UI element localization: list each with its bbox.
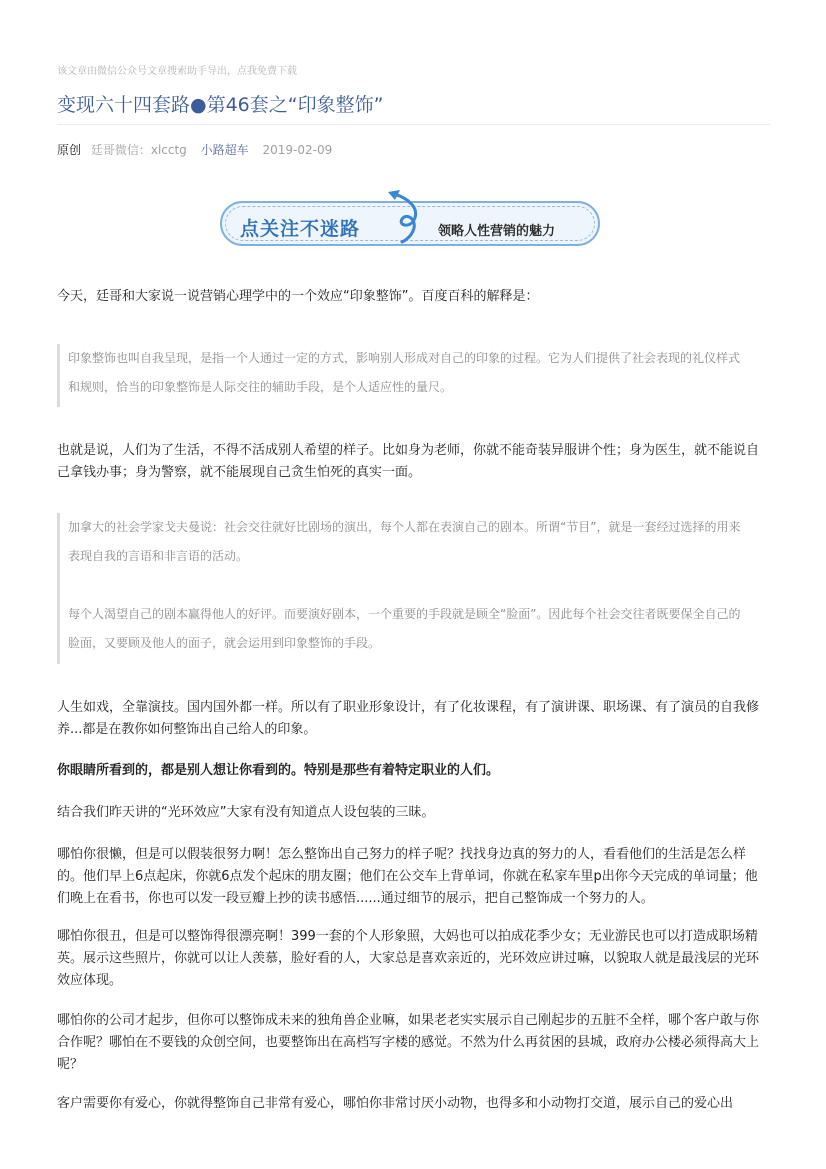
quote-line: 脸面，又要顾及他人的面子，就会运用到印象整饰的手段。	[68, 636, 381, 650]
title-divider	[57, 124, 770, 125]
paragraph-ugly: 哪怕你很丑，但是可以整饰得很漂亮啊！399一套的个人形象照，大妈也可以拍成花季少女；无业游民也可以打造成职场精英。展示这些照片，你就可以让人羡慕，脸好看的人，大家总是喜欢亲近的，光环效应讲过嘛，以貌取人就是最浅层的光环效应体现。	[57, 929, 760, 988]
paragraph-halo-effect: 结合我们昨天讲的“光环效应”大家有没有知道点人设包装的三昧。	[57, 805, 435, 820]
account-link[interactable]: 小路超车	[200, 143, 249, 157]
blockquote-goffman	[57, 513, 768, 664]
paragraph-lazy: 哪怕你很懒，但是可以假装很努力啊！怎么整饰出自己努力的样子呢？找找身边真的努力的人，看看他们的生活是怎么样的。他们早上6点起床，你就6点发个起床的朋友圈；他们在公交车上背单词，你就在私家车里p出你今天完成的单词量；他们晚上在看书，你也可以发一段豆瓣上抄的读书感悟......通过细节的展示，把自己整饰成一个努力的人。	[57, 847, 758, 906]
quote-line: 表现自我的言语和非言语的活动。	[68, 549, 249, 563]
quote-line: 加拿大的社会学家戈夫曼说：社会交往就好比剧场的演出，每个人都在表演自己的剧本。所谓“节目”，就是一套经过选择的用来	[68, 520, 741, 534]
swirl-arrow-icon	[380, 186, 430, 246]
blockquote-definition	[57, 344, 768, 407]
quote-line: 印象整饰也叫自我呈现，是指一个人通过一定的方式，影响别人形成对自己的印象的过程。它为人们提供了社会表现的礼仪样式	[68, 351, 741, 365]
banner-tagline: 领略人性营销的魅力	[438, 224, 556, 239]
quote-line: 每个人渴望自己的剧本赢得他人的好评。而要演好剧本，一个重要的手段就是顾全“脸面”。因此每个社会交往者既要保全自己的	[68, 607, 741, 621]
follow-banner	[220, 186, 605, 254]
paragraph-intro: 今天，廷哥和大家说一说营销心理学中的一个效应“印象整饰”。百度百科的解释是：	[57, 289, 539, 304]
article-title: 变现六十四套路●第46套之“印象整饰”	[57, 94, 384, 116]
quote-line: 和规则，恰当的印象整饰是人际交往的辅助手段，是个人适应性的量尺。	[68, 380, 453, 394]
export-notice-link[interactable]: 该文章由微信公众号文章搜索助手导出，点我免费下载	[57, 66, 297, 77]
paragraph-love: 客户需要你有爱心，你就得整饰自己非常有爱心，哪怕你非常讨厌小动物，也得多和小动物打交道，展示自己的爱心出	[57, 1096, 734, 1111]
paragraph-highlight: 你眼睛所看到的，都是别人想让你看到的。特别是那些有着特定职业的人们。	[57, 763, 500, 778]
author-name: 廷哥微信：xlcctg	[90, 143, 187, 157]
publish-date: 2019-02-09	[262, 143, 333, 157]
paragraph-explanation: 也就是说，人们为了生活，不得不活成别人希望的样子。比如身为老师，你就不能奇装异服讲个性；身为医生，就不能说自己拿钱办事；身为警察，就不能展现自己贪生怕死的真实一面。	[57, 443, 760, 480]
article-meta	[57, 141, 332, 158]
paragraph-life-is-drama: 人生如戏，全靠演技。国内国外都一样。所以有了职业形象设计，有了化妆课程，有了演讲课、职场课、有了演员的自我修养...都是在教你如何整饰出自己给人的印象。	[57, 700, 760, 737]
paragraph-startup: 哪怕你的公司才起步，但你可以整饰成未来的独角兽企业嘛，如果老老实实展示自己刚起步的五脏不全样，哪个客户敢与你合作呢？哪怕在不要钱的众创空间，也要整饰出在高档写字楼的感觉。不然为什么再贫困的县城，政府办公楼必须得高大上呢？	[57, 1013, 760, 1072]
banner-follow-text: 点关注不迷路	[240, 218, 361, 240]
original-tag: 原创	[57, 143, 82, 157]
